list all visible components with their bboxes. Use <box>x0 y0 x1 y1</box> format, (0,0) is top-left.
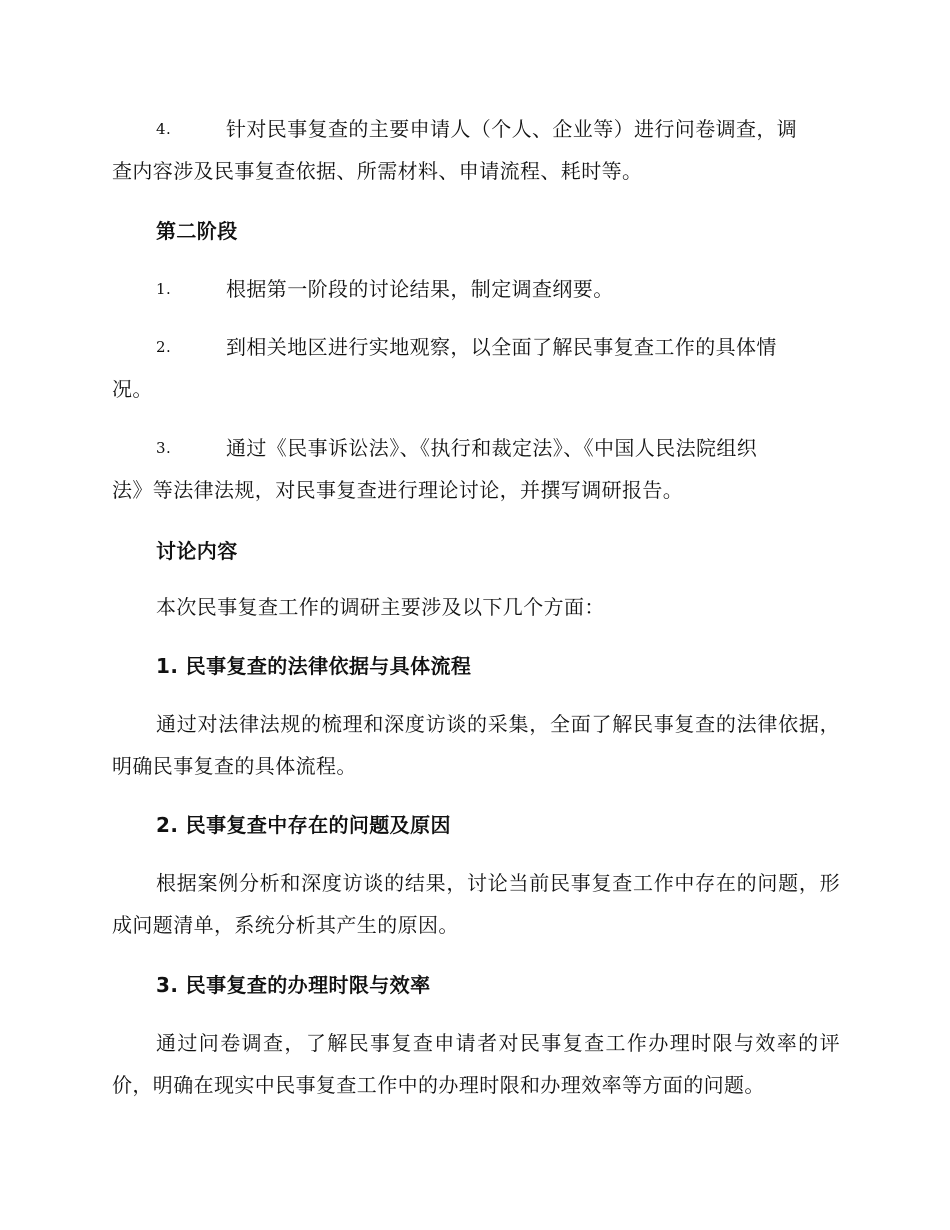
list-number: 3. <box>156 439 172 457</box>
subsection-heading-3: 3. 民事复查的办理时限与效率 <box>156 973 431 997</box>
list-number: 2. <box>156 338 172 356</box>
list-item-text-line2: 法》等法律法规，对民事复查进行理论讨论，并撰写调研报告。 <box>112 478 684 502</box>
intro-paragraph: 本次民事复查工作的调研主要涉及以下几个方面： <box>156 595 605 619</box>
list-item-text-line1: 针对民事复查的主要申请人（个人、企业等）进行问卷调查，调 <box>226 117 798 141</box>
list-number: 4. <box>156 120 172 138</box>
subsection-body-1: 通过对法律法规的梳理和深度访谈的采集，全面了解民事复查的法律依据，明确民事复查的具体流程。 <box>112 712 840 778</box>
section-heading-stage2: 第二阶段 <box>156 219 238 243</box>
subsection-body-2: 根据案例分析和深度访谈的结果，讨论当前民事复查工作中存在的问题，形成问题清单，系统分析其产生的原因。 <box>112 871 840 937</box>
list-item-stage2-3 <box>112 427 840 511</box>
subsection-heading-2: 2. 民事复查中存在的问题及原因 <box>156 813 451 837</box>
list-item-stage2-2 <box>112 326 840 410</box>
list-item-text-line1: 根据第一阶段的讨论结果，制定调查纲要。 <box>226 277 614 301</box>
list-item-text-line1: 到相关地区进行实地观察，以全面了解民事复查工作的具体情 <box>226 335 777 359</box>
subsection-heading-1: 1. 民事复查的法律依据与具体流程 <box>156 654 472 678</box>
section-heading-discussion: 讨论内容 <box>156 539 238 563</box>
subsection-body-3: 通过问卷调查，了解民事复查申请者对民事复查工作办理时限与效率的评价，明确在现实中民事复查工作中的办理时限和办理效率等方面的问题。 <box>112 1031 840 1097</box>
list-item-text-line2: 况。 <box>112 377 153 401</box>
list-item-text-line2: 查内容涉及民事复查依据、所需材料、申请流程、耗时等。 <box>112 159 643 183</box>
list-item-4 <box>112 108 840 192</box>
list-item-stage2-1 <box>112 268 840 310</box>
list-number: 1. <box>156 280 172 298</box>
list-item-text-line1: 通过《民事诉讼法》、《执行和裁定法》、《中国人民法院组织 <box>226 436 758 460</box>
